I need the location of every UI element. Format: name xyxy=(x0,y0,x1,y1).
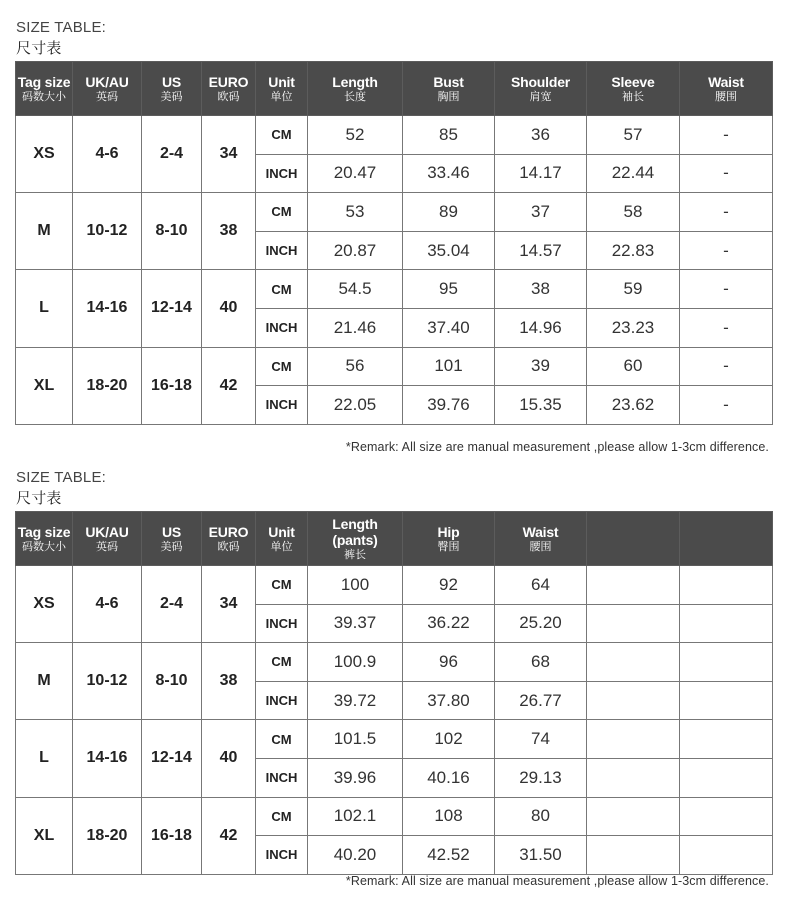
column-header-en: UK/AU xyxy=(85,523,129,540)
measurement-cell: 92 xyxy=(403,566,495,605)
measurement-cell: 42.52 xyxy=(403,836,495,875)
measurement-cell: 40.20 xyxy=(308,836,403,875)
measurement-cell xyxy=(680,758,773,797)
euro-size-cell: 42 xyxy=(202,797,256,874)
measurement-cell xyxy=(680,566,773,605)
column-header-cn: 袖长 xyxy=(622,90,644,103)
header-row xyxy=(16,512,773,566)
measurement-cell: 53 xyxy=(308,193,403,232)
us-size-cell: 12-14 xyxy=(142,720,202,797)
measurement-cell xyxy=(680,604,773,643)
euro-size-cell: 38 xyxy=(202,193,256,270)
table-header xyxy=(16,62,773,116)
measurement-cell: 22.44 xyxy=(587,154,680,193)
measurement-cell xyxy=(587,643,680,682)
unit-cell: CM xyxy=(256,720,308,759)
table-body xyxy=(16,566,773,875)
size-cell: L xyxy=(16,270,73,347)
column-header-cn: 裤长 xyxy=(344,548,366,561)
us-size-cell: 2-4 xyxy=(142,566,202,643)
table-row xyxy=(16,566,773,605)
top-size-table xyxy=(15,61,773,425)
measurement-cell: - xyxy=(680,193,773,232)
measurement-cell: - xyxy=(680,116,773,155)
column-header-cn: 胸围 xyxy=(437,90,460,103)
measurement-cell: 96 xyxy=(403,643,495,682)
unit-cell: INCH xyxy=(256,308,308,347)
column-header-cn: 欧码 xyxy=(217,90,240,103)
uk-size-cell: 4-6 xyxy=(73,566,142,643)
column-header xyxy=(403,512,495,566)
column-header-cn: 臀围 xyxy=(437,540,460,553)
measurement-cell: 54.5 xyxy=(308,270,403,309)
unit-cell: CM xyxy=(256,116,308,155)
unit-cell: CM xyxy=(256,797,308,836)
uk-size-cell: 14-16 xyxy=(73,720,142,797)
euro-size-cell: 34 xyxy=(202,116,256,193)
measurement-cell xyxy=(680,836,773,875)
measurement-cell: 102 xyxy=(403,720,495,759)
measurement-cell: 25.20 xyxy=(495,604,587,643)
unit-cell: INCH xyxy=(256,386,308,425)
uk-size-cell: 4-6 xyxy=(73,116,142,193)
unit-cell: CM xyxy=(256,347,308,386)
unit-cell: CM xyxy=(256,193,308,232)
measurement-cell: 59 xyxy=(587,270,680,309)
size-table-title: SIZE TABLE: xyxy=(16,19,107,36)
measurement-cell: 37 xyxy=(495,193,587,232)
unit-cell: INCH xyxy=(256,758,308,797)
measurement-cell: 85 xyxy=(403,116,495,155)
measurement-cell: 33.46 xyxy=(403,154,495,193)
measurement-cell: 40.16 xyxy=(403,758,495,797)
size-cell: XL xyxy=(16,797,73,874)
size-cell: XL xyxy=(16,347,73,424)
measurement-cell: 100.9 xyxy=(308,643,403,682)
column-header xyxy=(680,512,773,566)
measurement-cell: 64 xyxy=(495,566,587,605)
column-header xyxy=(73,62,142,116)
euro-size-cell: 40 xyxy=(202,720,256,797)
measurement-cell: 22.05 xyxy=(308,386,403,425)
measurement-cell xyxy=(680,681,773,720)
us-size-cell: 16-18 xyxy=(142,797,202,874)
column-header-cn: 长度 xyxy=(344,90,366,103)
table-row xyxy=(16,116,773,155)
size-cell: XS xyxy=(16,116,73,193)
column-header xyxy=(202,512,256,566)
measurement-cell xyxy=(680,797,773,836)
column-header xyxy=(587,62,680,116)
measurement-cell: 100 xyxy=(308,566,403,605)
measurement-cell: 39.72 xyxy=(308,681,403,720)
euro-size-cell: 38 xyxy=(202,643,256,720)
column-header xyxy=(308,62,403,116)
column-header-en: UK/AU xyxy=(85,73,129,90)
table-row xyxy=(16,193,773,232)
measurement-cell: 14.57 xyxy=(495,231,587,270)
measurement-cell: 38 xyxy=(495,270,587,309)
uk-size-cell: 10-12 xyxy=(73,643,142,720)
column-header-en: Unit xyxy=(268,73,295,90)
measurement-cell: 58 xyxy=(587,193,680,232)
column-header-en: Bust xyxy=(433,73,464,90)
unit-cell: CM xyxy=(256,643,308,682)
column-header-en: Shoulder xyxy=(510,73,571,90)
table-row xyxy=(16,643,773,682)
unit-cell: CM xyxy=(256,566,308,605)
table-row xyxy=(16,720,773,759)
measurement-cell: 29.13 xyxy=(495,758,587,797)
measurement-cell xyxy=(680,720,773,759)
column-header-en: Unit xyxy=(268,523,295,540)
size-cell: M xyxy=(16,643,73,720)
column-header-cn: 码数大小 xyxy=(22,540,66,553)
us-size-cell: 8-10 xyxy=(142,643,202,720)
us-size-cell: 2-4 xyxy=(142,116,202,193)
size-table-title: SIZE TABLE: xyxy=(16,469,107,486)
measurement-cell: 21.46 xyxy=(308,308,403,347)
measurement-cell: 37.80 xyxy=(403,681,495,720)
table-header xyxy=(16,512,773,566)
measurement-cell xyxy=(587,720,680,759)
column-header-en: Hip xyxy=(437,523,460,540)
column-header xyxy=(16,512,73,566)
column-header-cn: 肩宽 xyxy=(529,90,552,103)
unit-cell: INCH xyxy=(256,681,308,720)
table-body xyxy=(16,116,773,425)
size-table-title-cn: 尺寸表 xyxy=(16,490,62,507)
measurement-cell: 36 xyxy=(495,116,587,155)
column-header-cn: 腰围 xyxy=(529,540,552,553)
column-header-en: Length (pants) xyxy=(332,515,378,548)
column-header xyxy=(142,62,202,116)
measurement-cell: 56 xyxy=(308,347,403,386)
unit-cell: INCH xyxy=(256,154,308,193)
column-header-cn: 腰围 xyxy=(715,90,737,103)
column-header-en: US xyxy=(161,73,182,90)
column-header xyxy=(256,512,308,566)
column-header-cn: 英码 xyxy=(96,540,118,553)
unit-cell: CM xyxy=(256,270,308,309)
column-header xyxy=(495,62,587,116)
size-cell: L xyxy=(16,720,73,797)
column-header xyxy=(495,512,587,566)
measurement-cell: - xyxy=(680,270,773,309)
header-row xyxy=(16,62,773,116)
uk-size-cell: 18-20 xyxy=(73,347,142,424)
unit-cell: INCH xyxy=(256,604,308,643)
column-header xyxy=(202,62,256,116)
measurement-cell xyxy=(587,758,680,797)
column-header xyxy=(308,512,403,566)
measurement-cell: 39.76 xyxy=(403,386,495,425)
column-header-en: Tag size xyxy=(17,73,71,90)
measurement-cell: - xyxy=(680,154,773,193)
column-header xyxy=(680,62,773,116)
measurement-cell: 20.87 xyxy=(308,231,403,270)
measurement-cell: 31.50 xyxy=(495,836,587,875)
measurement-cell xyxy=(587,566,680,605)
pants-size-table xyxy=(15,511,773,875)
column-header-en: US xyxy=(161,523,182,540)
column-header-en: EURO xyxy=(208,523,249,540)
table-row xyxy=(16,347,773,386)
column-header-cn: 单位 xyxy=(270,540,293,553)
measurement-cell: 89 xyxy=(403,193,495,232)
us-size-cell: 16-18 xyxy=(142,347,202,424)
measurement-cell xyxy=(587,604,680,643)
measurement-cell: 80 xyxy=(495,797,587,836)
measurement-cell xyxy=(680,643,773,682)
measurement-cell: 68 xyxy=(495,643,587,682)
measurement-cell: 36.22 xyxy=(403,604,495,643)
size-table-title-cn: 尺寸表 xyxy=(16,40,62,57)
column-header xyxy=(142,512,202,566)
us-size-cell: 8-10 xyxy=(142,193,202,270)
size-cell: M xyxy=(16,193,73,270)
measurement-cell: 15.35 xyxy=(495,386,587,425)
measurement-cell xyxy=(587,681,680,720)
unit-cell: INCH xyxy=(256,836,308,875)
measurement-cell: 37.40 xyxy=(403,308,495,347)
measurement-cell: 14.17 xyxy=(495,154,587,193)
measurement-cell xyxy=(587,797,680,836)
euro-size-cell: 40 xyxy=(202,270,256,347)
column-header-en: Waist xyxy=(522,523,559,540)
measurement-cell: 101.5 xyxy=(308,720,403,759)
column-header xyxy=(256,62,308,116)
column-header xyxy=(403,62,495,116)
euro-size-cell: 34 xyxy=(202,566,256,643)
size-cell: XS xyxy=(16,566,73,643)
column-header-cn: 美码 xyxy=(160,90,183,103)
column-header xyxy=(73,512,142,566)
table-row xyxy=(16,797,773,836)
measurement-cell: 39 xyxy=(495,347,587,386)
measurement-cell: 39.96 xyxy=(308,758,403,797)
measurement-cell: - xyxy=(680,231,773,270)
column-header-en: Tag size xyxy=(17,523,71,540)
uk-size-cell: 14-16 xyxy=(73,270,142,347)
measurement-cell: 60 xyxy=(587,347,680,386)
table-row xyxy=(16,270,773,309)
column-header-en: Length xyxy=(332,73,378,90)
column-header-cn: 欧码 xyxy=(217,540,240,553)
column-header-cn: 英码 xyxy=(96,90,118,103)
measurement-cell: - xyxy=(680,347,773,386)
column-header-en: EURO xyxy=(208,73,249,90)
measurement-cell: 14.96 xyxy=(495,308,587,347)
remark-note: *Remark: All size are manual measurement ,please allow 1-3cm difference. xyxy=(345,440,769,454)
measurement-cell: - xyxy=(680,308,773,347)
column-header-en: Waist xyxy=(708,73,744,90)
measurement-cell: 52 xyxy=(308,116,403,155)
uk-size-cell: 10-12 xyxy=(73,193,142,270)
column-header xyxy=(16,62,73,116)
column-header-cn: 单位 xyxy=(270,90,293,103)
measurement-cell: 23.23 xyxy=(587,308,680,347)
column-header-cn: 码数大小 xyxy=(22,90,66,103)
remark-note: *Remark: All size are manual measurement ,please allow 1-3cm difference. xyxy=(345,874,769,888)
column-header xyxy=(587,512,680,566)
measurement-cell: 95 xyxy=(403,270,495,309)
measurement-cell: 22.83 xyxy=(587,231,680,270)
measurement-cell: 20.47 xyxy=(308,154,403,193)
column-header-en: Sleeve xyxy=(611,73,655,90)
us-size-cell: 12-14 xyxy=(142,270,202,347)
euro-size-cell: 42 xyxy=(202,347,256,424)
measurement-cell: 35.04 xyxy=(403,231,495,270)
measurement-cell: 57 xyxy=(587,116,680,155)
unit-cell: INCH xyxy=(256,231,308,270)
measurement-cell: 101 xyxy=(403,347,495,386)
measurement-cell: 26.77 xyxy=(495,681,587,720)
measurement-cell: 39.37 xyxy=(308,604,403,643)
measurement-cell: - xyxy=(680,386,773,425)
measurement-cell xyxy=(587,836,680,875)
column-header-cn: 美码 xyxy=(160,540,183,553)
uk-size-cell: 18-20 xyxy=(73,797,142,874)
measurement-cell: 23.62 xyxy=(587,386,680,425)
measurement-cell: 74 xyxy=(495,720,587,759)
measurement-cell: 108 xyxy=(403,797,495,836)
measurement-cell: 102.1 xyxy=(308,797,403,836)
